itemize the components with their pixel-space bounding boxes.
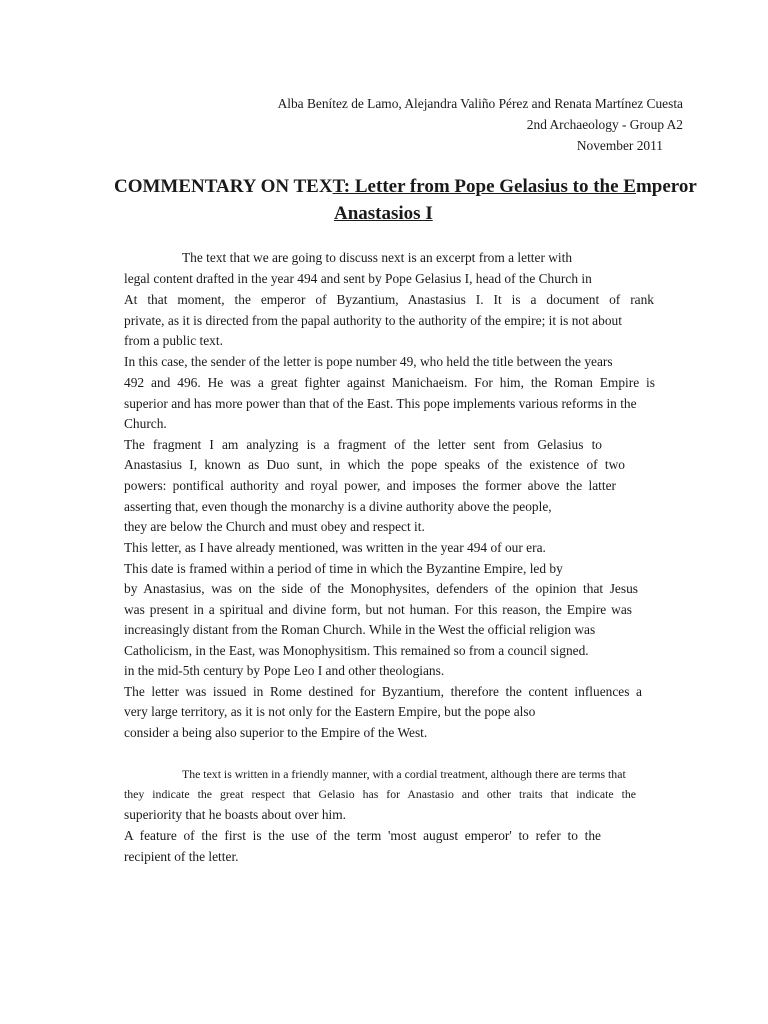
- body-line: from a public text.: [124, 333, 223, 348]
- body-line: This date is framed within a period of time in which the Byzantine Empire, led by: [124, 561, 563, 576]
- body-line: At that moment, the emperor of Byzantium, Anastasius I. It is a document of rank: [124, 292, 654, 307]
- body-line: This letter, as I have already mentioned, was written in the year 494 of our era.: [124, 540, 546, 555]
- body-line: private, as it is directed from the papal authority to the authority of the empire; it is not about: [124, 313, 622, 328]
- body-line: The fragment I am analyzing is a fragment of the letter sent from Gelasius to: [124, 437, 602, 452]
- authors-line: Alba Benítez de Lamo, Alejandra Valiño Pérez and Renata Martínez Cuesta: [277, 96, 683, 111]
- date-line: November 2011: [576, 138, 663, 153]
- body-line: The text is written in a friendly manner, with a cordial treatment, although there are terms that: [182, 767, 626, 781]
- body-line: superior and has more power than that of the East. This pope implements various reforms in the: [124, 396, 637, 411]
- body-line: asserting that, even though the monarchy is a divine authority above the people,: [124, 499, 552, 514]
- body-line: recipient of the letter.: [124, 849, 239, 864]
- title-part-plain: COMMENTARY ON TEX: [114, 176, 333, 197]
- body-line: The text that we are going to discuss next is an excerpt from a letter with: [182, 250, 573, 265]
- body-line: Anastasius I, known as Duo sunt, in which the pope speaks of the existence of two: [124, 457, 625, 472]
- body-line: they are below the Church and must obey and respect it.: [124, 519, 425, 534]
- body-line: 492 and 496. He was a great fighter against Manichaeism. For him, the Roman Empire is: [124, 375, 655, 390]
- group-line: 2nd Archaeology - Group A2: [526, 117, 683, 132]
- body-line: legal content drafted in the year 494 and sent by Pope Gelasius I, head of the Church in: [124, 271, 592, 286]
- page-title: [114, 176, 697, 198]
- body-line: very large territory, as it is not only for the Eastern Empire, but the pope also: [124, 704, 536, 719]
- title-part-end: mperor: [635, 176, 697, 197]
- body-line: A feature of the first is the use of the term 'most august emperor' to refer to the: [124, 828, 601, 843]
- body-line: in the mid-5th century by Pope Leo I and other theologians.: [124, 663, 445, 678]
- page-title-line-2: Anastasios I: [334, 203, 433, 224]
- body-line: powers: pontifical authority and royal power, and imposes the former above the latter: [124, 478, 616, 493]
- body-line: by Anastasius, was on the side of the Monophysites, defenders of the opinion that Jesus: [124, 581, 638, 596]
- body-line: they indicate the great respect that Gelasio has for Anastasio and other traits that indicate the: [124, 787, 636, 801]
- title-part-underlined: T: Letter from Pope Gelasius to the E: [332, 176, 636, 197]
- body-line: In this case, the sender of the letter is pope number 49, who held the title between the years: [124, 354, 613, 369]
- body-line: Catholicism, in the East, was Monophysitism. This remained so from a council signed.: [124, 643, 589, 658]
- body-line: consider a being also superior to the Empire of the West.: [124, 725, 428, 740]
- body-line: The letter was issued in Rome destined for Byzantium, therefore the content influences a: [124, 684, 642, 699]
- body-line: was present in a spiritual and divine form, but not human. For this reason, the Empire was: [124, 602, 632, 617]
- body-line: superiority that he boasts about over him.: [124, 807, 347, 822]
- body-line: increasingly distant from the Roman Church. While in the West the official religion was: [124, 622, 596, 637]
- body-line: Church.: [124, 416, 167, 431]
